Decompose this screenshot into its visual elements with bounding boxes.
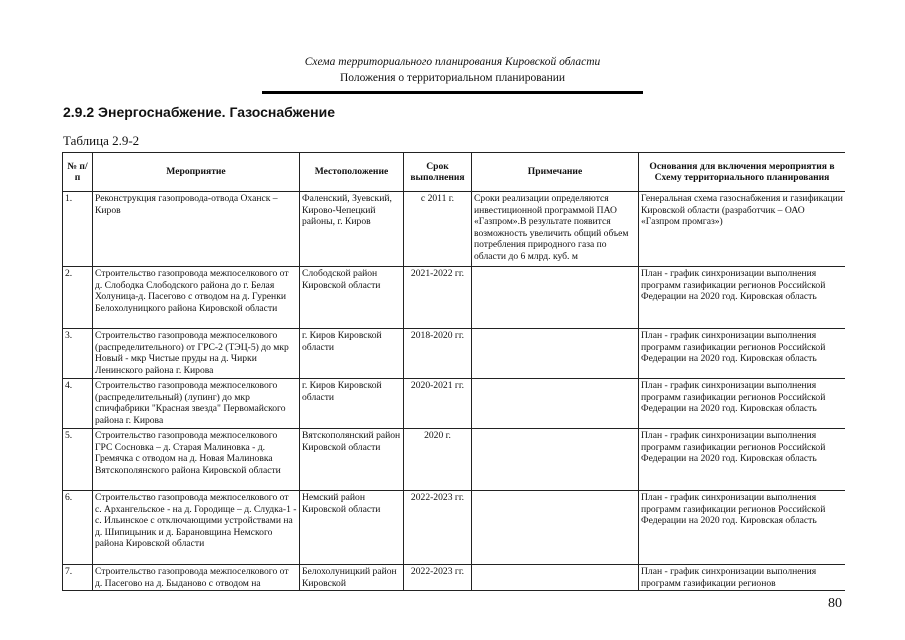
cell-location: г. Киров Кировской области xyxy=(300,379,404,429)
cell-basis: План - график синхронизации выполнения программ газификации регионов Российской Федерации на 2020 год. Кировская область xyxy=(639,379,846,429)
document-header-subtitle: Положения о территориальном планировании xyxy=(339,72,566,84)
cell-measure: Строительство газопровода межпоселкового от с. Архангельское - на д. Городище – д. Слудка-1 - с. Ильинское с отключающими устройствами на д. Шипицыник и д. Барановщина Немского района Кировской области xyxy=(93,491,300,565)
cell-note xyxy=(472,379,639,429)
cell-term: 2018-2020 гг. xyxy=(404,329,472,379)
col-header-term: Срок выполнения xyxy=(404,153,472,192)
cell-measure: Строительство газопровода межпоселкового (распределительного) от ГРС-2 (ТЭЦ-5) до мкр Новый - мкр Чистые пруды на д. Чирки Ленинского района г. Кирова xyxy=(93,329,300,379)
table-row xyxy=(63,429,846,491)
cell-term: 2022-2023 гг. xyxy=(404,491,472,565)
cell-num: 2. xyxy=(63,267,93,329)
table-row xyxy=(63,491,846,565)
document-header-title: Схема территориального планирования Кировской области xyxy=(304,56,601,68)
table-container xyxy=(62,152,845,596)
cell-num: 1. xyxy=(63,192,93,267)
cell-note xyxy=(472,565,639,591)
cell-basis: План - график синхронизации выполнения программ газификации регионов Российской Федерации на 2020 год. Кировская область xyxy=(639,267,846,329)
col-header-measure: Мероприятие xyxy=(93,153,300,192)
col-header-location: Местоположение xyxy=(300,153,404,192)
header-rule xyxy=(262,91,643,94)
cell-measure: Строительство газопровода межпоселкового (распределительный) (лупинг) до мкр спичфабрики "Красная звезда" Первомайского района г. Кирова xyxy=(93,379,300,429)
cell-num: 6. xyxy=(63,491,93,565)
cell-note xyxy=(472,329,639,379)
cell-term: 2020 г. xyxy=(404,429,472,491)
cell-num: 5. xyxy=(63,429,93,491)
measures-table xyxy=(62,152,845,591)
table-row xyxy=(63,192,846,267)
cell-location: Вятскополянский район Кировской области xyxy=(300,429,404,491)
col-header-note: Примечание xyxy=(472,153,639,192)
cell-note xyxy=(472,429,639,491)
cell-location: г. Киров Кировской области xyxy=(300,329,404,379)
cell-num: 7. xyxy=(63,565,93,591)
cell-measure: Строительство газопровода межпоселкового ГРС Сосновка – д. Старая Малиновка - д. Гремячка с отводом на д. Новая Малиновка Вятскополянского района Кировской области xyxy=(93,429,300,491)
cell-basis: План - график синхронизации выполнения программ газификации регионов Российской Федерации на 2020 год. Кировская область xyxy=(639,429,846,491)
cell-location: Фаленский, Зуевский, Кирово-Чепецкий районы, г. Киров xyxy=(300,192,404,267)
col-header-num: № п/п xyxy=(63,153,93,192)
cell-note xyxy=(472,267,639,329)
table-row xyxy=(63,329,846,379)
cell-measure: Строительство газопровода межпоселкового от д. Пасегово на д. Быданово с отводом на xyxy=(93,565,300,591)
cell-term: с 2011 г. xyxy=(404,192,472,267)
cell-term: 2022-2023 гг. xyxy=(404,565,472,591)
cell-basis: План - график синхронизации выполнения программ газификации регионов Российской Федерации на 2020 год. Кировская область xyxy=(639,329,846,379)
cell-term: 2021-2022 гг. xyxy=(404,267,472,329)
cell-measure: Реконструкция газопровода-отвода Оханск – Киров xyxy=(93,192,300,267)
col-header-basis: Основания для включения мероприятия в Схему территориального планирования xyxy=(639,153,846,192)
cell-basis: Генеральная схема газоснабжения и газификации Кировской области (разработчик – ОАО «Газпром промгаз») xyxy=(639,192,846,267)
cell-note: Сроки реализации определяются инвестиционной программой ПАО «Газпром».В результате появится возможность увеличить общий объем потребления природного газа по области до 6 млрд. куб. м xyxy=(472,192,639,267)
page-number: 80 xyxy=(828,596,842,611)
cell-location: Слободской район Кировской области xyxy=(300,267,404,329)
cell-basis: План - график синхронизации выполнения программ газификации регионов Российской Федерации на 2020 год. Кировская область xyxy=(639,491,846,565)
cell-location: Белохолуницкий район Кировской xyxy=(300,565,404,591)
cell-measure: Строительство газопровода межпоселкового от д. Слободка Слободского района до г. Белая Холуница-д. Пасегово с отводом на д. Гуренки Белохолуницкого района Кировской области xyxy=(93,267,300,329)
cell-num: 3. xyxy=(63,329,93,379)
table-row xyxy=(63,267,846,329)
table-row xyxy=(63,379,846,429)
section-title: 2.9.2 Энергоснабжение. Газоснабжение xyxy=(63,104,335,120)
cell-note xyxy=(472,491,639,565)
cell-basis: План - график синхронизации выполнения программ газификации регионов xyxy=(639,565,846,591)
table-header-row xyxy=(63,153,846,192)
cell-num: 4. xyxy=(63,379,93,429)
table-label: Таблица 2.9-2 xyxy=(63,133,140,148)
table-row xyxy=(63,565,846,591)
cell-term: 2020-2021 гг. xyxy=(404,379,472,429)
cell-location: Немский район Кировской области xyxy=(300,491,404,565)
